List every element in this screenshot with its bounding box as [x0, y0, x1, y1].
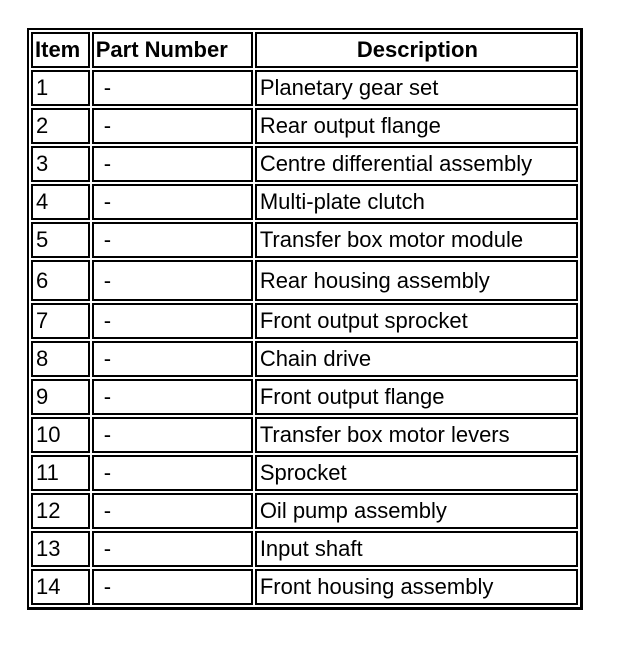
table-row — [31, 379, 578, 415]
description-cell: Rear housing assembly — [255, 260, 578, 301]
part-number-cell: - — [92, 493, 253, 529]
part-number-cell: - — [92, 260, 253, 301]
item-cell: 4 — [31, 184, 90, 220]
description-cell: Transfer box motor module — [255, 222, 578, 258]
item-cell: 2 — [31, 108, 90, 144]
description-cell: Chain drive — [255, 341, 578, 377]
description-cell: Transfer box motor levers — [255, 417, 578, 453]
item-cell: 5 — [31, 222, 90, 258]
description-cell: Front housing assembly — [255, 569, 578, 605]
part-number-cell: - — [92, 70, 253, 106]
part-number-cell: - — [92, 146, 253, 182]
table-row — [31, 569, 578, 605]
item-cell: 7 — [31, 303, 90, 339]
header-row — [31, 32, 578, 68]
table-row — [31, 417, 578, 453]
table-row — [31, 455, 578, 491]
table-row — [31, 303, 578, 339]
table-row — [31, 493, 578, 529]
part-number-cell: - — [92, 569, 253, 605]
table-row — [31, 531, 578, 567]
description-cell: Oil pump assembly — [255, 493, 578, 529]
part-number-cell: - — [92, 379, 253, 415]
item-cell: 13 — [31, 531, 90, 567]
description-cell: Input shaft — [255, 531, 578, 567]
description-cell: Rear output flange — [255, 108, 578, 144]
item-cell: 11 — [31, 455, 90, 491]
part-number-cell: - — [92, 455, 253, 491]
table-row — [31, 146, 578, 182]
header-description: Description — [255, 32, 578, 68]
part-number-cell: - — [92, 417, 253, 453]
part-number-cell: - — [92, 303, 253, 339]
item-cell: 9 — [31, 379, 90, 415]
table-row — [31, 70, 578, 106]
item-cell: 6 — [31, 260, 90, 301]
header-part-number: Part Number — [92, 32, 253, 68]
part-number-cell: - — [92, 531, 253, 567]
table-row — [31, 260, 578, 301]
header-item: Item — [31, 32, 90, 68]
table-row — [31, 341, 578, 377]
description-cell: Front output flange — [255, 379, 578, 415]
description-cell: Planetary gear set — [255, 70, 578, 106]
description-cell: Centre differential assembly — [255, 146, 578, 182]
table-row — [31, 108, 578, 144]
part-number-cell: - — [92, 108, 253, 144]
table-row — [31, 184, 578, 220]
item-cell: 14 — [31, 569, 90, 605]
part-number-cell: - — [92, 184, 253, 220]
part-number-cell: - — [92, 341, 253, 377]
item-cell: 3 — [31, 146, 90, 182]
table-row — [31, 222, 578, 258]
item-cell: 8 — [31, 341, 90, 377]
description-cell: Sprocket — [255, 455, 578, 491]
item-cell: 10 — [31, 417, 90, 453]
item-cell: 1 — [31, 70, 90, 106]
part-number-cell: - — [92, 222, 253, 258]
description-cell: Front output sprocket — [255, 303, 578, 339]
item-cell: 12 — [31, 493, 90, 529]
description-cell: Multi-plate clutch — [255, 184, 578, 220]
parts-table — [27, 28, 583, 610]
